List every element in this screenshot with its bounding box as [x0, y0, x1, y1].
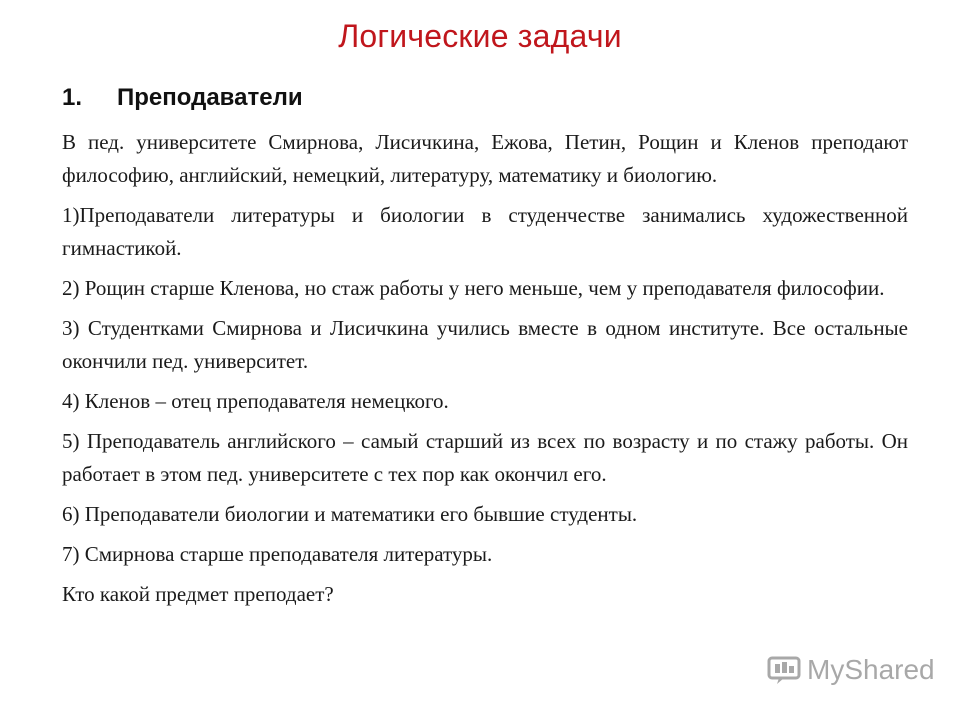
paragraph-clue-7: 7) Смирнова старше преподавателя литературы.: [62, 542, 493, 566]
paragraph-question: Кто какой предмет преподает?: [62, 582, 334, 606]
slide-title: Логические задачи: [338, 18, 622, 54]
watermark: [767, 654, 935, 686]
paragraph-clue-5: 5) Преподаватель английского – самый старший из всех по возрасту и по стажу работы. Он работает в этом пед. университете с тех пор как окончил его.: [62, 429, 908, 486]
task-content: [62, 126, 908, 618]
paragraph-clue-3: 3) Студентками Смирнова и Лисичкина учились вместе в одном институте. Все остальные окончили пед. университет.: [62, 316, 908, 373]
heading-text: Преподаватели: [117, 84, 303, 111]
section-heading: [62, 84, 303, 112]
paragraph-intro: В пед. университете Смирнова, Лисичкина, Ежова, Петин, Рощин и Кленов преподают философию, английский, немецкий, литературу, математику и биологию.: [62, 130, 908, 187]
heading-number: 1.: [62, 84, 83, 111]
paragraph-clue-6: 6) Преподаватели биологии и математики его бывшие студенты.: [62, 502, 638, 526]
watermark-text: MyShared: [807, 654, 935, 685]
paragraph-clue-4: 4) Кленов – отец преподавателя немецкого.: [62, 389, 449, 413]
paragraph-clue-2: 2) Рощин старше Кленова, но стаж работы у него меньше, чем у преподавателя философии.: [62, 276, 885, 300]
paragraph-clue-1: 1)Преподаватели литературы и биологии в студенчестве занимались художественной гимнастикой.: [62, 203, 908, 260]
mysared-logo-icon: [767, 655, 801, 685]
